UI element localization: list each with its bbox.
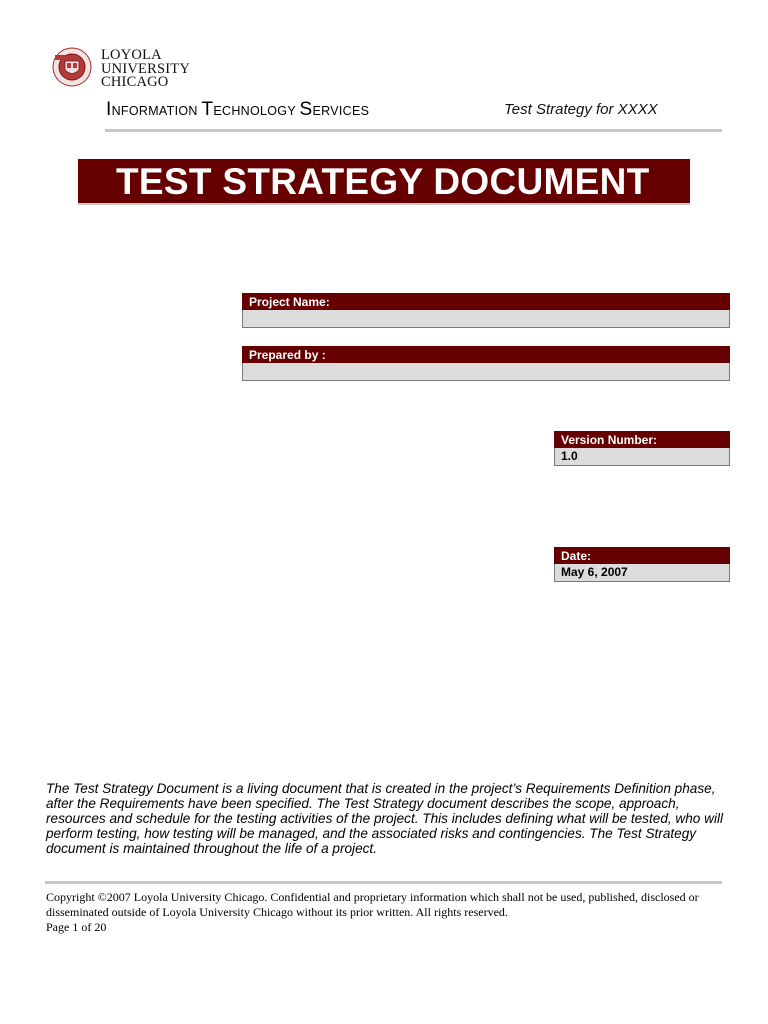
- title-banner: [78, 159, 690, 205]
- document-reference: Test Strategy for XXXX: [504, 101, 658, 118]
- prepared-by-label: Prepared by :: [242, 346, 730, 363]
- project-name-field: [242, 293, 730, 328]
- department-name: INFORMATION TECHNOLOGY SERVICES: [106, 99, 370, 120]
- university-logo: [52, 47, 192, 93]
- logo-line: CHICAGO: [101, 74, 169, 90]
- version-number-field: [554, 431, 730, 466]
- version-number-value[interactable]: 1.0: [554, 448, 730, 466]
- copyright-notice: Copyright ©2007 Loyola University Chicago. Confidential and proprietary information which shall not be used, published, disclosed or disseminated outside of Loyola University Chicago without its prior written. All rights reserved.: [46, 890, 699, 919]
- header-divider: [105, 129, 722, 132]
- logo-wordmark: [101, 49, 190, 90]
- footer: [46, 890, 736, 935]
- project-name-value[interactable]: [242, 310, 730, 328]
- prepared-by-value[interactable]: [242, 363, 730, 381]
- project-name-label: Project Name:: [242, 293, 730, 310]
- prepared-by-field: [242, 346, 730, 381]
- logo-line: UNIVERSITY: [101, 60, 190, 77]
- page-title: TEST STRATEGY DOCUMENT: [116, 161, 650, 202]
- footer-divider: [45, 881, 722, 884]
- page-number: Page 1 of 20: [46, 920, 107, 934]
- version-number-label: Version Number:: [554, 431, 730, 448]
- date-field: [554, 547, 730, 582]
- document-description: The Test Strategy Document is a living document that is created in the project’s Requirements Definition phase, after the Requirements have been specified. The Test Strategy document describes the scope, approach, resources and schedule for the testing activities of the project. This includes defining what will be tested, who will perform testing, how testing will be managed, and the associated risks and contingencies. The Test Strategy document is maintained throughout the life of a project.: [46, 781, 724, 856]
- university-seal-icon: [52, 47, 92, 87]
- logo-line: LOYOLA: [101, 47, 162, 63]
- date-value[interactable]: May 6, 2007: [554, 564, 730, 582]
- date-label: Date:: [554, 547, 730, 564]
